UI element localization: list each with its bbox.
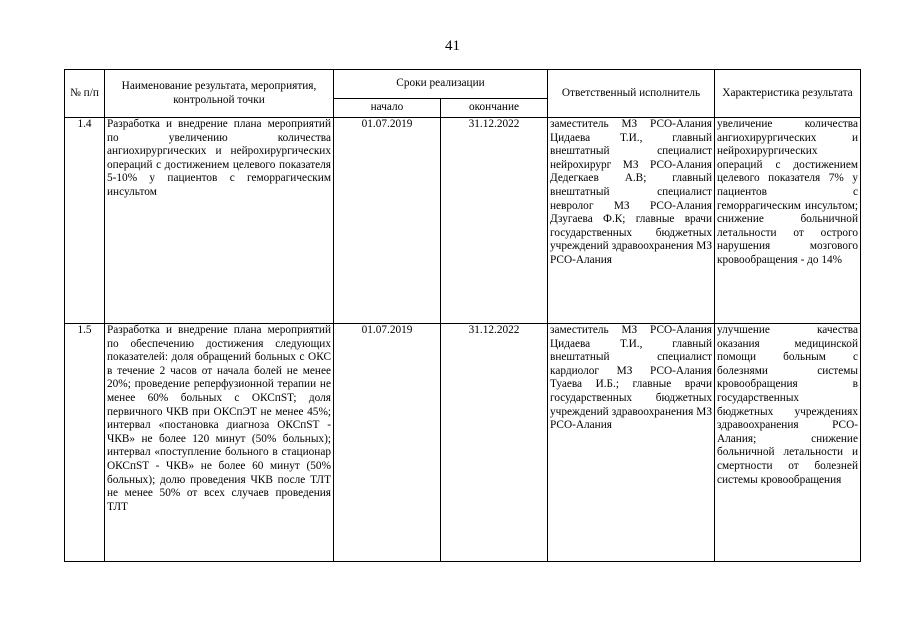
row-end: 31.12.2022 bbox=[441, 118, 548, 324]
header-start: начало bbox=[334, 99, 441, 118]
row-name: Разработка и внедрение плана мероприятий по обеспечению достижения следующих показателей: доля обращений больных с ОКС в течение 2 часов от начала болей не менее 20%; проведение реперфузионной терапии не менее 60% больных с ОКСпST; доля первичного ЧКВ при ОКСпЭТ не менее 45%; интервал «постановка диагноза ОКСпST - ЧКВ» не более 120 минут (50% больных); интервал «поступление больного в стационар ОКСпST - ЧКВ» не более 60 минут (50% больных); долю проведения ЧКВ после ТЛТ не менее 50% от всех случаев проведения ТЛТ bbox=[105, 324, 334, 562]
row-characteristic: улучшение качества оказания медицинской помощи больным с болезнями системы кровообращения в государственных бюджетных учреждениях здравоохранения РСО-Алания; снижение больничной летальности и смертности от болезней системы кровообращения bbox=[715, 324, 861, 562]
header-name: Наименование результата, мероприятия, контрольной точки bbox=[105, 70, 334, 118]
row-name: Разработка и внедрение плана мероприятий по увеличению количества ангиохирургических и нейрохирургических операций с достижением целевого показателя 5-10% у пациентов с геморрагическим инсультом bbox=[105, 118, 334, 324]
row-start: 01.07.2019 bbox=[334, 118, 441, 324]
header-terms: Сроки реализации bbox=[334, 70, 548, 99]
row-characteristic: увеличение количества ангиохирургических и нейрохирургических операций с достижением целевого показателя 7% у пациентов с геморрагическим инсультом; снижение больничной летальности от острого нарушения мозгового кровообращения - до 14% bbox=[715, 118, 861, 324]
header-row bbox=[65, 70, 861, 99]
row-start: 01.07.2019 bbox=[334, 324, 441, 562]
header-characteristic: Характеристика результата bbox=[715, 70, 861, 118]
page-number: 41 bbox=[445, 38, 460, 54]
row-end: 31.12.2022 bbox=[441, 324, 548, 562]
header-executor: Ответственный исполнитель bbox=[548, 70, 715, 118]
row-executor: заместитель МЗ РСО-Алания Цидаева Т.И., главный внештатный специалист кардиолог МЗ РСО-Алания Туаева И.Б.; главные врачи государственных бюджетных учреждений здравоохранения МЗ РСО-Алания bbox=[548, 324, 715, 562]
row-num: 1.5 bbox=[65, 324, 105, 562]
header-num: № п/п bbox=[65, 70, 105, 118]
plan-table bbox=[64, 69, 861, 562]
header-end: окончание bbox=[441, 99, 548, 118]
table-row bbox=[65, 118, 861, 324]
row-executor: заместитель МЗ РСО-Алания Цидаева Т.И., главный внештатный специалист нейрохирург МЗ РСО-Алания Дедегкаев А.В; главный внештатный специалист невролог МЗ РСО-Алания Дзугаева Ф.К; главные врачи государственных бюджетных учреждений здравоохранения МЗ РСО-Алания bbox=[548, 118, 715, 324]
table-row bbox=[65, 324, 861, 562]
row-num: 1.4 bbox=[65, 118, 105, 324]
